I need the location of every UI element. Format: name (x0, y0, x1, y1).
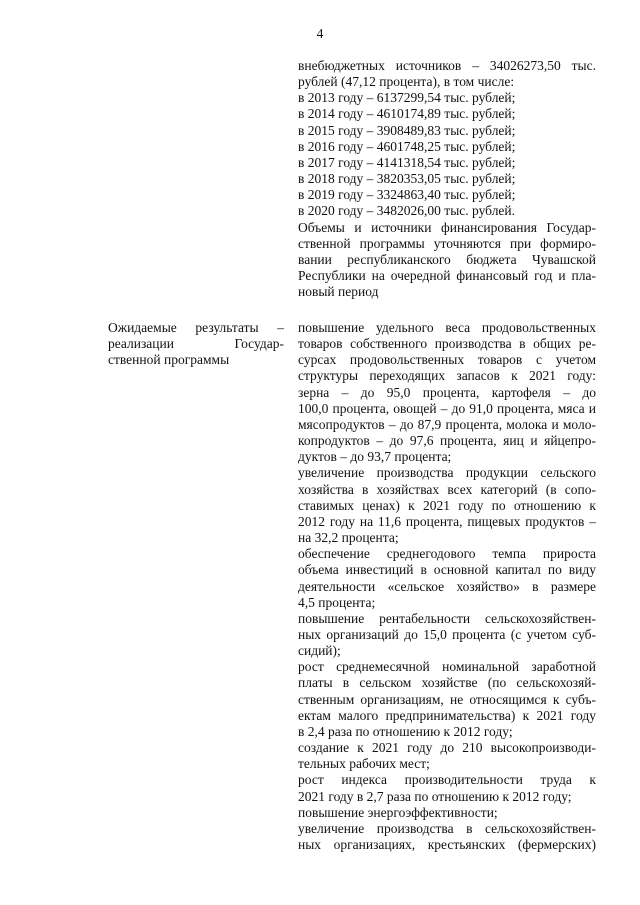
text-line: Республики на очередной финансовый год и пла- (298, 268, 596, 284)
text-line: объема инвестиций в основной капитал по виду (298, 562, 596, 578)
text-line: ных организаций до 15,0 процента (с учетом суб- (298, 626, 596, 642)
text-line: вании республиканского бюджета Чувашской (298, 251, 596, 267)
label-line: Ожидаемые результаты – (108, 320, 284, 335)
text-line: увеличение производства продукции сельского (298, 465, 596, 481)
label-line: ственной программы (108, 352, 230, 368)
text-line: в 2020 году – 3482026,00 тыс. рублей. (298, 203, 516, 219)
text-line: сидий); (298, 643, 341, 659)
text-line: в 2016 году – 4601748,25 тыс. рублей; (298, 138, 516, 154)
expected-results-label (108, 320, 284, 368)
text-line: 100,0 процента, овощей – до 91,0 процента, мяса и (298, 400, 596, 416)
text-line: на 32,2 процента; (298, 530, 399, 546)
text-line: в 2019 году – 3324863,40 тыс. рублей; (298, 187, 516, 203)
page-number: 4 (316, 26, 324, 41)
text-line: 2012 году на 11,6 процента, пищевых продуктов – (298, 513, 596, 529)
text-line: 4,5 процента; (298, 594, 376, 610)
text-line: рост индекса производительности труда к (298, 772, 596, 788)
text-line: в 2015 году – 3908489,83 тыс. рублей; (298, 122, 516, 138)
text-line: рост среднемесячной номинальной заработной (298, 659, 596, 675)
text-line: деятельности «сельское хозяйство» в размере (298, 578, 596, 594)
text-line: новый период (298, 284, 379, 300)
text-line: ектам малого предпринимательства) к 2021 году (298, 707, 596, 723)
text-line: ных организациях, крестьянских (фермерских) (298, 837, 596, 852)
text-line: Объемы и источники финансирования Государ- (298, 219, 596, 235)
text-line: в 2,4 раза по отношению к 2012 году; (298, 723, 513, 739)
text-line: повышение рентабельности сельскохозяйствен- (298, 610, 596, 626)
text-line: увеличение производства в сельскохозяйствен- (298, 820, 596, 836)
text-line: структуры переходящих запасов к 2021 году: (298, 368, 596, 384)
expected-results-text (298, 320, 596, 853)
financing-continuation (298, 58, 596, 300)
text-line: ственным организациям, не относящимся к субъ- (298, 691, 596, 707)
text-line: создание к 2021 году до 210 высокопроизводи- (298, 740, 596, 756)
text-line: в 2013 году – 6137299,54 тыс. рублей; (298, 90, 516, 106)
text-line: повышение энергоэффективности; (298, 804, 498, 820)
text-line: тельных рабочих мест; (298, 756, 430, 772)
text-line: повышение удельного веса продовольственных (298, 320, 596, 335)
text-line: обеспечение среднегодового темпа прироста (298, 546, 596, 562)
text-line: сурсах продовольственных товаров с учетом (298, 352, 596, 368)
text-line: платы в сельском хозяйстве (по сельскохозяй- (298, 675, 596, 691)
text-line: ставимых ценах) к 2021 году по отношению к (298, 497, 596, 513)
text-line: зерна – до 95,0 процента, картофеля – до (298, 384, 596, 400)
text-line: мясопродуктов – до 87,9 процента, молока и моло- (298, 416, 596, 432)
text-line: дуктов – до 93,7 процента; (298, 449, 452, 465)
text-line: 2021 году в 2,7 раза по отношению к 2012 году; (298, 788, 572, 804)
text-line: в 2014 году – 4610174,89 тыс. рублей; (298, 106, 516, 122)
text-line: в 2017 году – 4141318,54 тыс. рублей; (298, 154, 516, 170)
label-line: реализации Государ- (108, 336, 284, 352)
text-line: копродуктов – до 97,6 процента, яиц и яйцепро- (298, 433, 596, 449)
text-line: в 2018 году – 3820353,05 тыс. рублей; (298, 171, 516, 187)
text-line: рублей (47,12 процента), в том числе: (298, 74, 515, 90)
text-line: товаров собственного производства в общих ре- (298, 336, 596, 352)
text-line: хозяйства в хозяйствах всех категорий (в сопо- (298, 481, 596, 497)
text-line: внебюджетных источников – 34026273,50 тыс. (298, 58, 596, 73)
text-line: ственной программы уточняются при формиро- (298, 235, 596, 251)
